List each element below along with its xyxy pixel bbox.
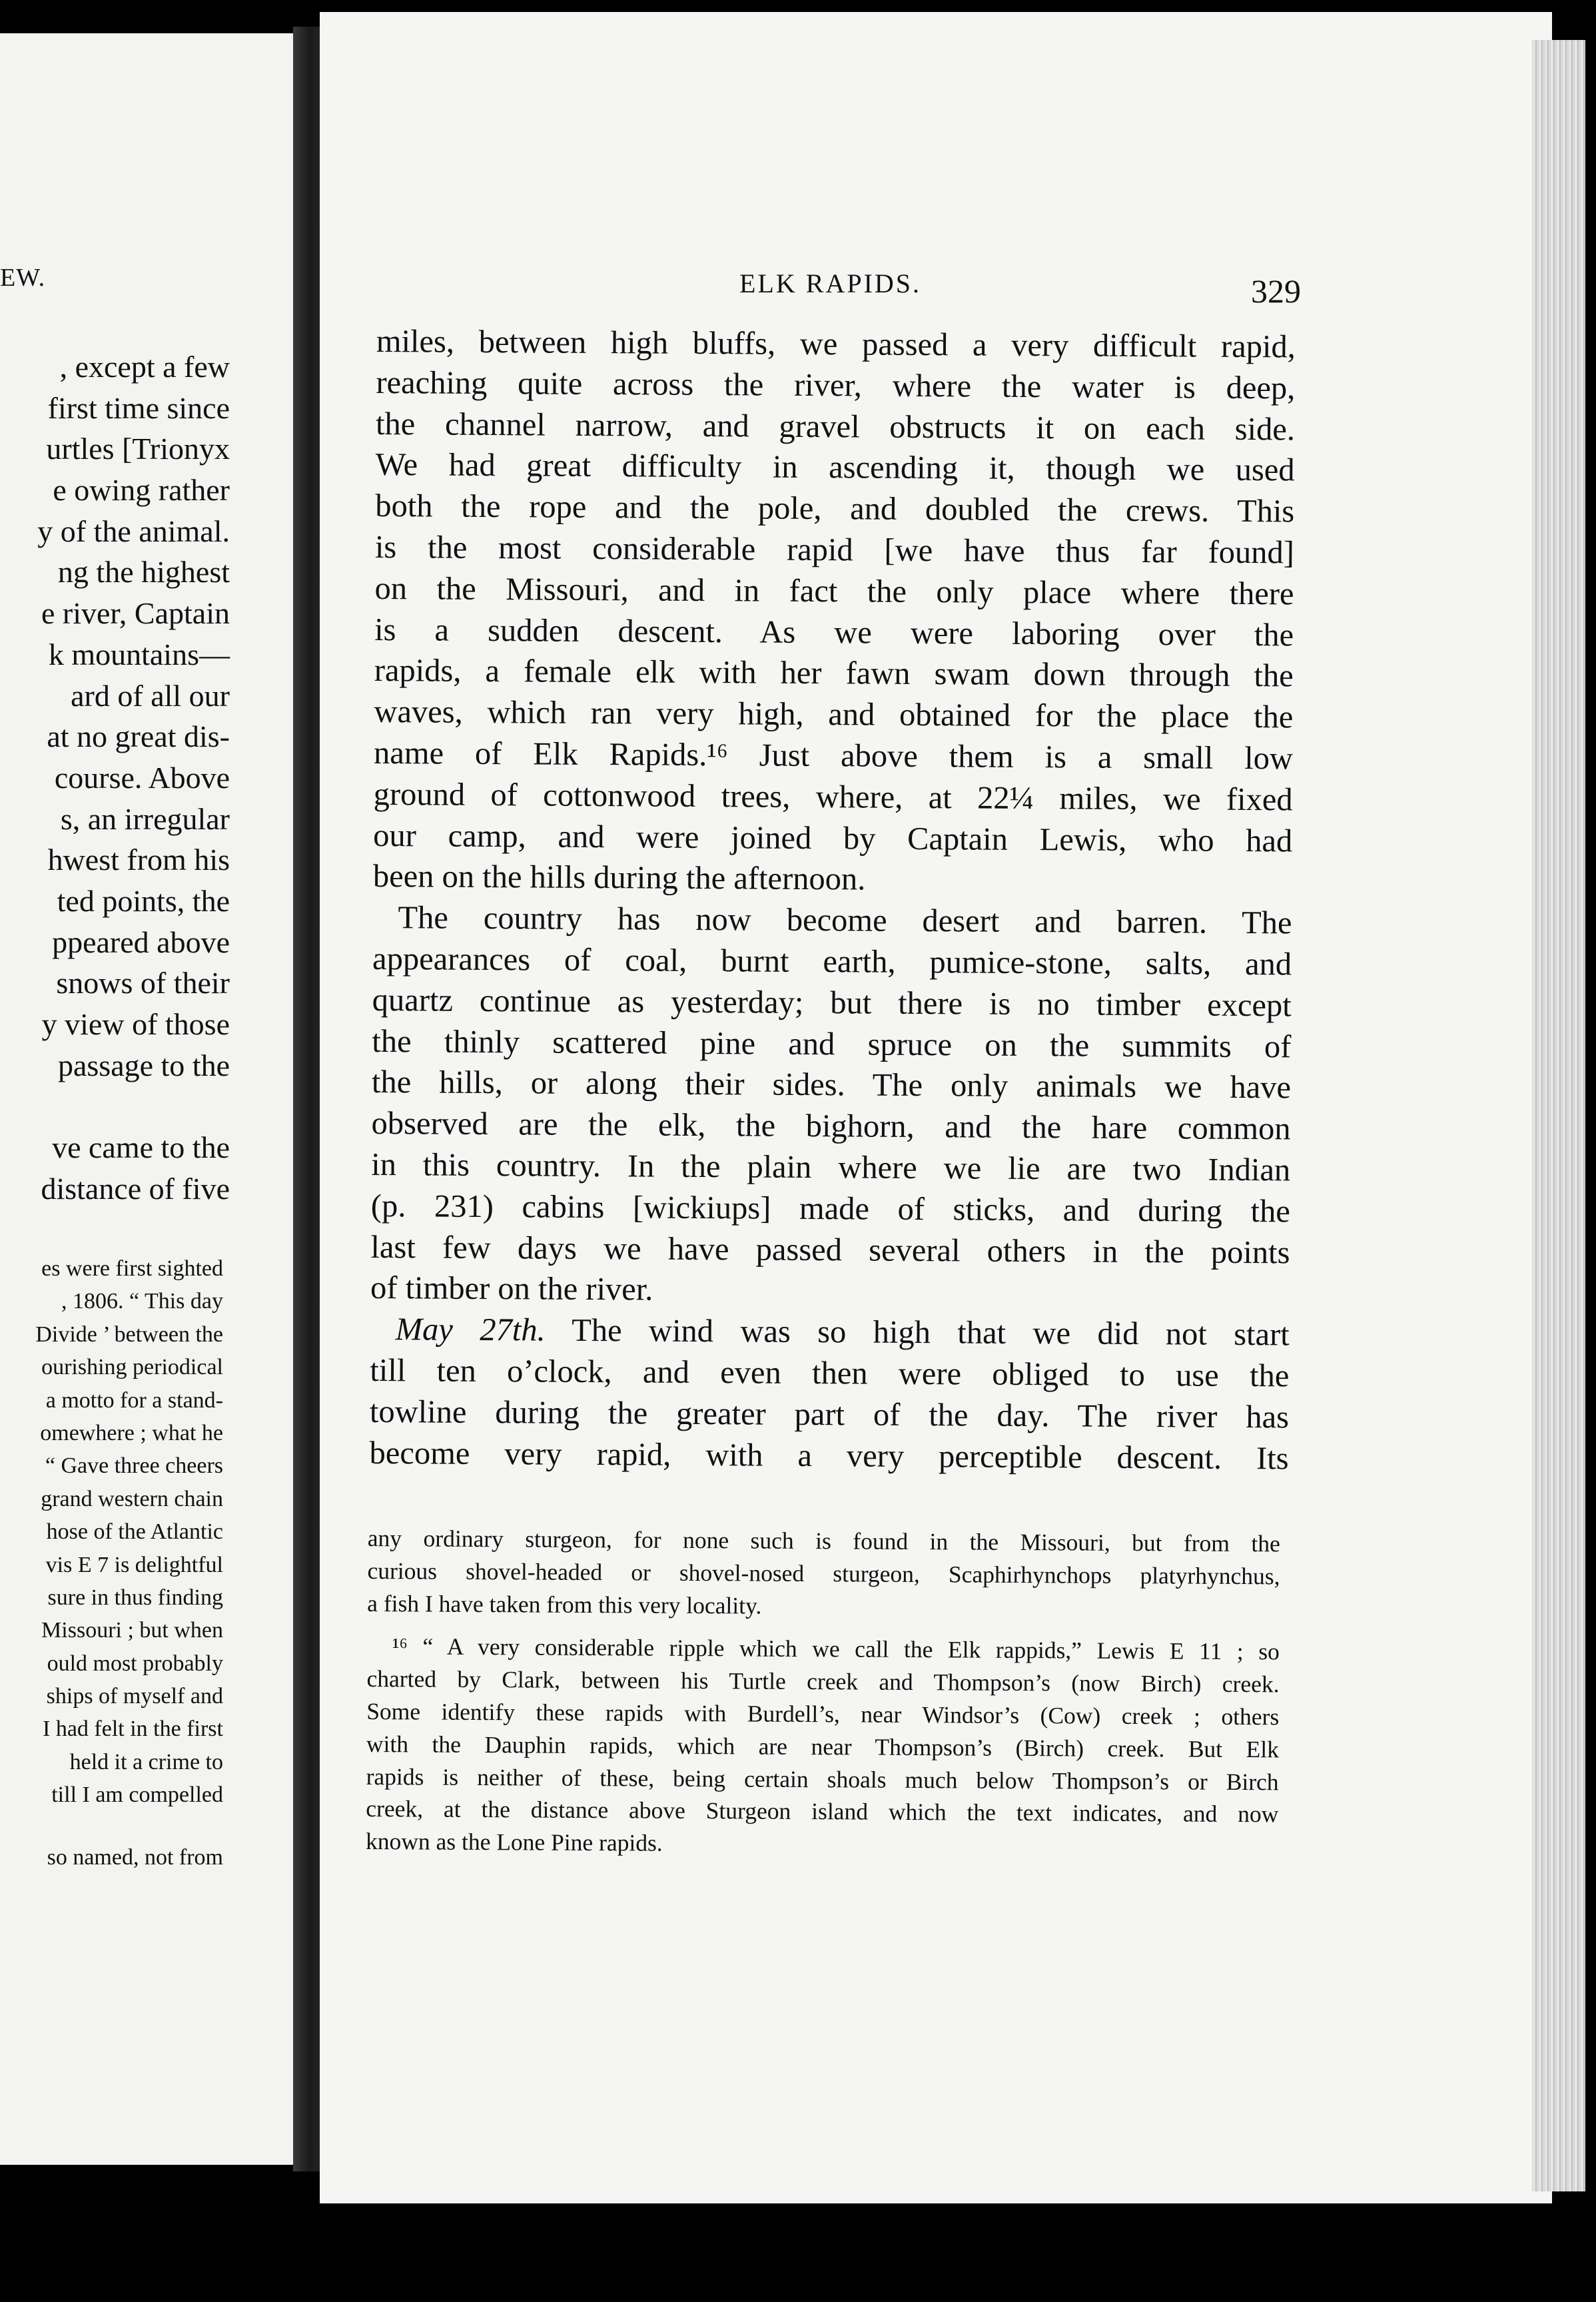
note-line: ould most probably [47, 1651, 223, 1676]
page-number: 329 [1251, 272, 1301, 310]
text-line: hwest from his [47, 843, 230, 877]
text-line: the thinly scattered pine and spruce on the summits of [372, 1023, 1292, 1064]
footnote-line: any ordinary sturgeon, for none such is found in the Missouri, but from the [367, 1525, 1280, 1557]
text-line [370, 1309, 1290, 1355]
text-line: appearances of coal, burnt earth, pumice-stone, salts, and [372, 941, 1292, 982]
footnote-line: with the Dauphin rapids, which are near Thompson’s (Birch) creek. But Elk [366, 1730, 1280, 1763]
text-line: is the most considerable rapid [we have thus far found] [374, 529, 1295, 571]
entry-date: May 27th. [395, 1312, 546, 1348]
text-line: ted points, the [57, 883, 230, 918]
text-line: , except a few [59, 350, 230, 384]
footnote-line: charted by Clark, between his Turtle creek and Thompson’s (now Birch) creek. [366, 1665, 1280, 1698]
text-line: at no great dis- [47, 719, 230, 754]
text-line: ard of all our [71, 678, 230, 713]
text-line: become very rapid, with a very perceptible descent. Its [369, 1435, 1289, 1476]
note-line: , 1806. “ This day [61, 1289, 223, 1314]
left-facing-page [0, 33, 293, 2165]
text-line: the channel narrow, and gravel obstructs it on each side. [375, 406, 1296, 448]
note-line: Divide ’ between the [35, 1322, 223, 1347]
text-line: on the Missouri, and in fact the only place where there [374, 570, 1294, 612]
text-line: miles, between high bluffs, we passed a very difficult rapid, [376, 323, 1296, 365]
running-head: ELK RAPIDS. [739, 268, 922, 298]
note-line: es were first sighted [41, 1256, 223, 1281]
footnote-line: known as the Lone Pine rapids. [365, 1828, 663, 1856]
paragraph-3 [369, 1309, 1289, 1479]
note-line: till I am compelled [51, 1782, 223, 1808]
note-line: hose of the Atlantic [46, 1519, 223, 1545]
text-line: s, an irregular [60, 801, 230, 836]
note-line: I had felt in the first [43, 1717, 223, 1742]
main-text [369, 321, 1296, 1479]
note-line: ships of myself and [46, 1684, 223, 1709]
text-line: last few days we have passed several others in the points [370, 1229, 1290, 1270]
text-line: first time since [47, 390, 230, 425]
text-line: name of Elk Rapids.¹⁶ Just above them is a small low [373, 735, 1294, 777]
text-line: the hills, or along their sides. The only animals we have [371, 1064, 1292, 1106]
footnote-line: curious shovel-headed or shovel-nosed sturgeon, Scaphirhynchops platyrhynchus, [367, 1557, 1280, 1590]
text-line: y view of those [41, 1007, 230, 1041]
text-line: course. Above [54, 760, 230, 795]
paragraph-2 [370, 897, 1292, 1314]
left-running-head: EW. [0, 264, 46, 292]
text-line: distance of five [41, 1171, 230, 1206]
text-line: snows of their [56, 966, 230, 1000]
text-line: ppeared above [52, 925, 230, 959]
left-body-text [0, 346, 293, 1209]
footnotes [366, 1522, 1280, 1863]
text-line: our camp, and were joined by Captain Lewis, who had [373, 817, 1293, 859]
text-line: been on the hills during the afternoon. [372, 859, 866, 897]
note-line: grand western chain [41, 1486, 223, 1511]
text-line: rapids, a female elk with her fawn swam down through the [374, 653, 1294, 694]
text-line: both the rope and the pole, and doubled the crews. This [375, 488, 1295, 530]
text-line: is a sudden descent. As we were laboring over the [374, 611, 1294, 653]
note-line: so named, not from [47, 1844, 223, 1870]
text-line: towline during the greater part of the day. The river has [369, 1393, 1290, 1435]
note-line: “ Gave three cheers [45, 1453, 223, 1479]
text-line: e owing rather [53, 473, 230, 508]
text-line: in this country. In the plain where we lie are two Indian [371, 1146, 1291, 1188]
note-line: omewhere ; what he [40, 1420, 223, 1445]
note-line: a motto for a stand- [45, 1387, 223, 1413]
note-line: sure in thus finding [47, 1585, 223, 1610]
note-line: vis E 7 is delightful [45, 1552, 223, 1577]
note-line: held it a crime to [69, 1749, 223, 1774]
text-line: The country has now become desert and barren. The [398, 900, 1292, 941]
footnote-line: a fish I have taken from this very locality. [367, 1589, 762, 1619]
paragraph-1 [373, 321, 1296, 903]
text-line: e river, Captain [41, 596, 230, 631]
footnote-16 [366, 1630, 1280, 1863]
text-line: reaching quite across the river, where the water is deep, [376, 364, 1296, 406]
text-line: urtles [Trionyx [46, 432, 230, 466]
footnote-line: ¹⁶ “ A very considerable ripple which we call the Elk rappids,” Lewis E 11 ; so [392, 1633, 1280, 1665]
footnote-line: creek, at the distance above Sturgeon island which the text indicates, and now [366, 1795, 1279, 1828]
text-line: ve came to the [52, 1130, 230, 1165]
footnote-continued [367, 1522, 1280, 1625]
text-line: ng the highest [57, 555, 230, 589]
footnote-line: rapids is neither of these, being certain shoals much below Thompson’s or Birch [366, 1762, 1279, 1795]
text-span: The wind was so high that we did not start [545, 1312, 1290, 1353]
text-line: waves, which ran very high, and obtained for the place the [374, 694, 1294, 735]
text-line: y of the animal. [37, 514, 230, 548]
text-line: observed are the elk, the bighorn, and the hare common [371, 1106, 1291, 1147]
footnote-line: Some identify these rapids with Burdell’s, near Windsor’s (Cow) creek ; others [366, 1697, 1280, 1730]
text-line: k mountains— [48, 637, 230, 671]
text-line: of timber on the river. [370, 1270, 653, 1308]
left-footnotes [0, 1252, 293, 1874]
text-line: till ten o’clock, and even then were obliged to use the [370, 1352, 1290, 1394]
note-line: ourishing periodical [41, 1355, 223, 1380]
page-edges [1532, 40, 1585, 2191]
text-line: ground of cottonwood trees, where, at 22¼ miles, we fixed [373, 776, 1293, 818]
text-line: passage to the [57, 1048, 230, 1082]
text-line: (p. 231) cabins [wickiups] made of sticks, and during the [370, 1188, 1291, 1230]
text-line: We had great difficulty in ascending it, though we used [375, 447, 1295, 488]
text-line [0, 1086, 293, 1127]
note-line: Missouri ; but when [41, 1618, 223, 1643]
text-line: quartz continue as yesterday; but there is no timber except [372, 982, 1292, 1024]
